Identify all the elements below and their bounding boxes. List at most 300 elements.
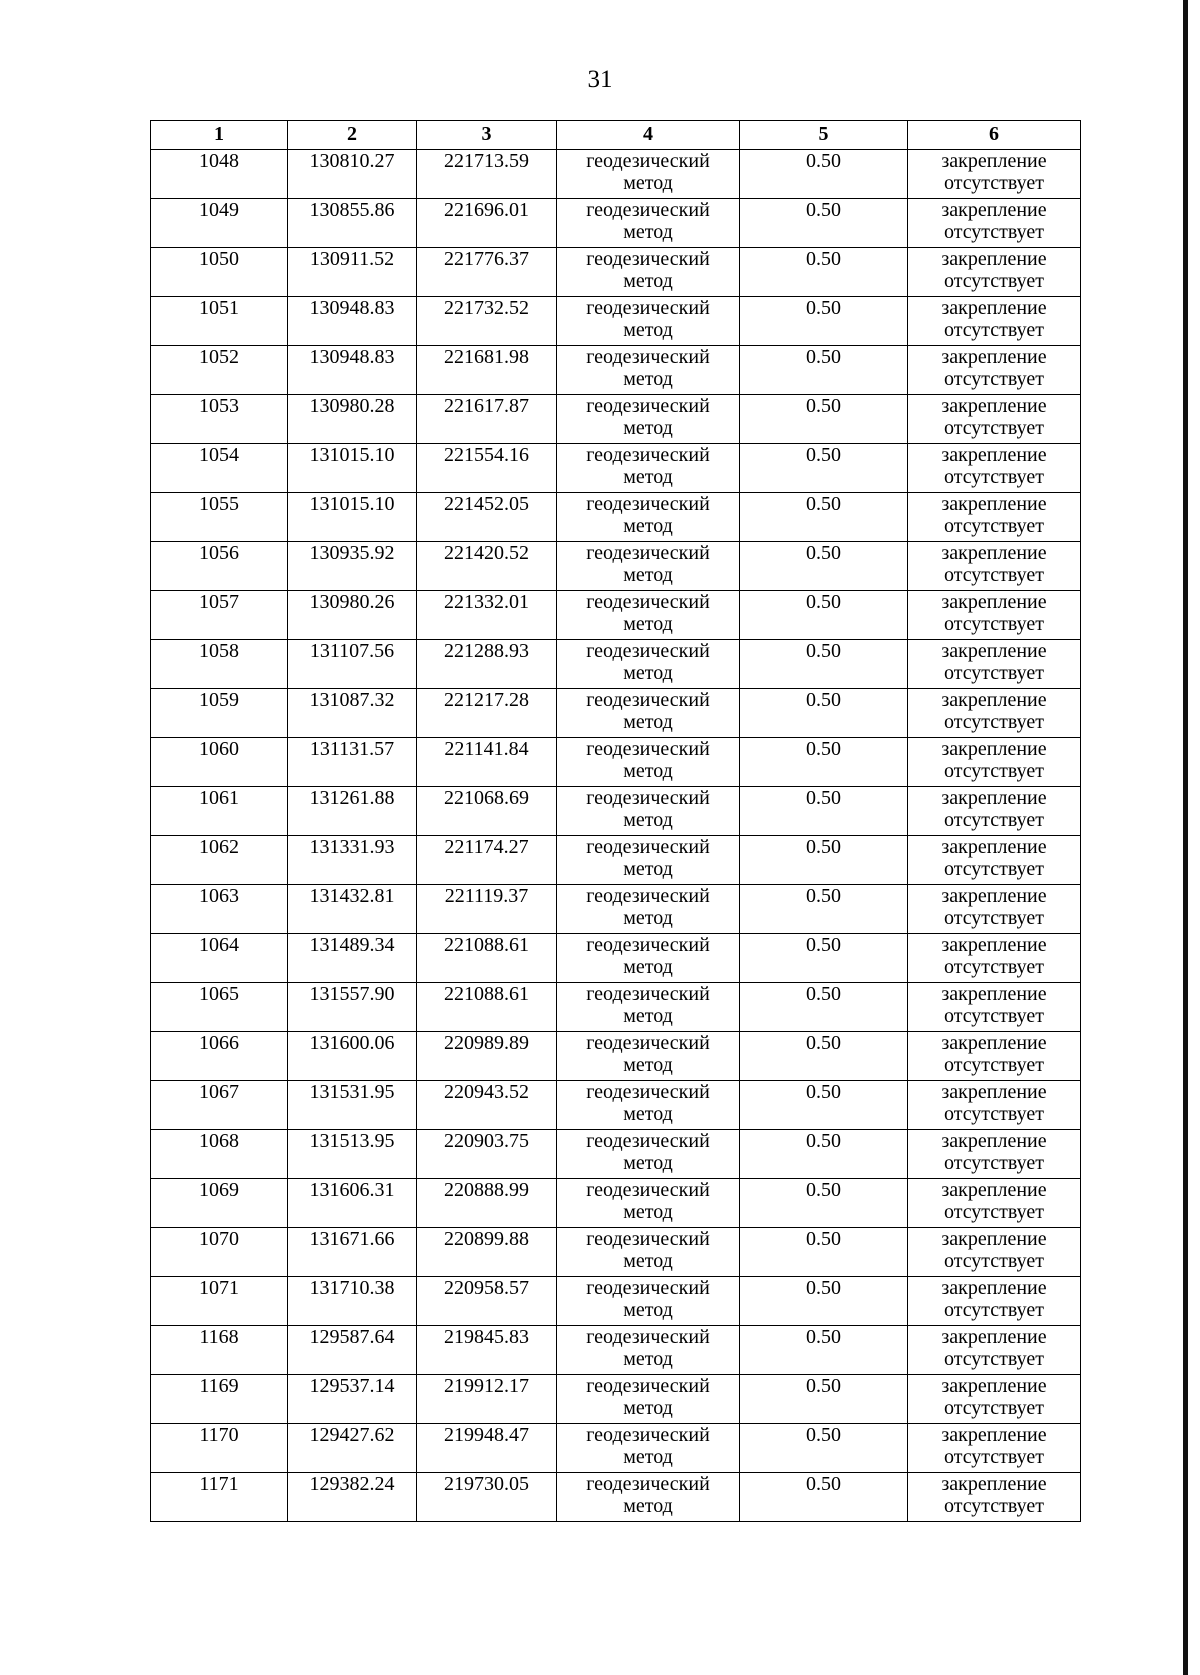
fixing-line: отсутствует [943, 956, 1045, 978]
method-cell [557, 1277, 740, 1326]
table-row [151, 248, 1081, 297]
point-number-cell: 1048 [151, 150, 288, 199]
y-coordinate-cell: 220958.57 [417, 1277, 557, 1326]
method-line: геодезический [586, 983, 710, 1005]
fixing-line: отсутствует [943, 270, 1045, 292]
fixing-line: закрепление [941, 787, 1047, 809]
method-line: геодезический [586, 591, 710, 613]
method-line: геодезический [586, 1375, 710, 1397]
method-line: метод [623, 1397, 673, 1419]
fixing-line: закрепление [941, 836, 1047, 858]
point-number-cell: 1068 [151, 1130, 288, 1179]
y-coordinate-cell: 221288.93 [417, 640, 557, 689]
method-line: геодезический [586, 542, 710, 564]
method-cell [557, 346, 740, 395]
method-line: метод [623, 319, 673, 341]
accuracy-cell: 0.50 [740, 199, 908, 248]
table-row [151, 591, 1081, 640]
method-line: метод [623, 1103, 673, 1125]
table-row [151, 934, 1081, 983]
accuracy-cell: 0.50 [740, 1326, 908, 1375]
fixing-line: закрепление [941, 297, 1047, 319]
x-coordinate-cell: 131107.56 [288, 640, 417, 689]
y-coordinate-cell: 221681.98 [417, 346, 557, 395]
fixing-line: отсутствует [943, 417, 1045, 439]
fixing-line: отсутствует [943, 1348, 1045, 1370]
point-number-cell: 1069 [151, 1179, 288, 1228]
x-coordinate-cell: 131531.95 [288, 1081, 417, 1130]
fixing-line: закрепление [941, 493, 1047, 515]
table-row [151, 836, 1081, 885]
method-line: геодезический [586, 1032, 710, 1054]
table-row [151, 1424, 1081, 1473]
y-coordinate-cell: 221068.69 [417, 787, 557, 836]
fixing-cell [908, 1130, 1081, 1179]
fixing-line: закрепление [941, 983, 1047, 1005]
fixing-line: закрепление [941, 1130, 1047, 1152]
x-coordinate-cell: 130911.52 [288, 248, 417, 297]
fixing-cell [908, 297, 1081, 346]
method-line: метод [623, 564, 673, 586]
y-coordinate-cell: 221141.84 [417, 738, 557, 787]
fixing-line: отсутствует [943, 172, 1045, 194]
accuracy-cell: 0.50 [740, 1473, 908, 1522]
point-number-cell: 1056 [151, 542, 288, 591]
fixing-line: отсутствует [943, 564, 1045, 586]
table-row [151, 1473, 1081, 1522]
fixing-cell [908, 787, 1081, 836]
fixing-line: закрепление [941, 934, 1047, 956]
y-coordinate-cell: 219912.17 [417, 1375, 557, 1424]
fixing-cell [908, 836, 1081, 885]
x-coordinate-cell: 129587.64 [288, 1326, 417, 1375]
method-cell [557, 1326, 740, 1375]
fixing-cell [908, 591, 1081, 640]
point-number-cell: 1055 [151, 493, 288, 542]
table-row [151, 542, 1081, 591]
fixing-line: закрепление [941, 1473, 1047, 1495]
table-row [151, 493, 1081, 542]
point-number-cell: 1060 [151, 738, 288, 787]
y-coordinate-cell: 221732.52 [417, 297, 557, 346]
accuracy-cell: 0.50 [740, 591, 908, 640]
method-cell [557, 1473, 740, 1522]
method-cell [557, 444, 740, 493]
fixing-line: закрепление [941, 444, 1047, 466]
method-cell [557, 640, 740, 689]
y-coordinate-cell: 220899.88 [417, 1228, 557, 1277]
y-coordinate-cell: 219730.05 [417, 1473, 557, 1522]
fixing-line: закрепление [941, 640, 1047, 662]
coordinates-table [150, 120, 1081, 1522]
x-coordinate-cell: 131432.81 [288, 885, 417, 934]
x-coordinate-cell: 129382.24 [288, 1473, 417, 1522]
fixing-cell [908, 1228, 1081, 1277]
accuracy-cell: 0.50 [740, 1130, 908, 1179]
method-cell [557, 150, 740, 199]
method-line: геодезический [586, 787, 710, 809]
method-cell [557, 689, 740, 738]
fixing-cell [908, 150, 1081, 199]
point-number-cell: 1054 [151, 444, 288, 493]
x-coordinate-cell: 130980.26 [288, 591, 417, 640]
y-coordinate-cell: 221088.61 [417, 934, 557, 983]
point-number-cell: 1067 [151, 1081, 288, 1130]
accuracy-cell: 0.50 [740, 542, 908, 591]
point-number-cell: 1064 [151, 934, 288, 983]
fixing-line: отсутствует [943, 221, 1045, 243]
x-coordinate-cell: 131015.10 [288, 444, 417, 493]
y-coordinate-cell: 219845.83 [417, 1326, 557, 1375]
method-line: метод [623, 368, 673, 390]
point-number-cell: 1057 [151, 591, 288, 640]
method-line: геодезический [586, 346, 710, 368]
x-coordinate-cell: 130948.83 [288, 297, 417, 346]
x-coordinate-cell: 131087.32 [288, 689, 417, 738]
point-number-cell: 1169 [151, 1375, 288, 1424]
method-line: метод [623, 956, 673, 978]
fixing-cell [908, 493, 1081, 542]
fixing-line: отсутствует [943, 1446, 1045, 1468]
x-coordinate-cell: 131489.34 [288, 934, 417, 983]
accuracy-cell: 0.50 [740, 1179, 908, 1228]
point-number-cell: 1051 [151, 297, 288, 346]
x-coordinate-cell: 129427.62 [288, 1424, 417, 1473]
method-line: геодезический [586, 1179, 710, 1201]
fixing-line: закрепление [941, 1228, 1047, 1250]
method-cell [557, 738, 740, 787]
accuracy-cell: 0.50 [740, 787, 908, 836]
fixing-line: закрепление [941, 738, 1047, 760]
table-row [151, 150, 1081, 199]
fixing-line: отсутствует [943, 319, 1045, 341]
method-line: геодезический [586, 1228, 710, 1250]
x-coordinate-cell: 131261.88 [288, 787, 417, 836]
point-number-cell: 1065 [151, 983, 288, 1032]
x-coordinate-cell: 130810.27 [288, 150, 417, 199]
method-line: геодезический [586, 1326, 710, 1348]
method-line: геодезический [586, 493, 710, 515]
point-number-cell: 1170 [151, 1424, 288, 1473]
method-line: метод [623, 1054, 673, 1076]
method-cell [557, 836, 740, 885]
method-line: метод [623, 417, 673, 439]
fixing-cell [908, 640, 1081, 689]
table-row [151, 1081, 1081, 1130]
table-row [151, 885, 1081, 934]
y-coordinate-cell: 221332.01 [417, 591, 557, 640]
point-number-cell: 1053 [151, 395, 288, 444]
method-line: геодезический [586, 1424, 710, 1446]
method-line: геодезический [586, 444, 710, 466]
method-line: геодезический [586, 150, 710, 172]
method-cell [557, 395, 740, 444]
fixing-cell [908, 444, 1081, 493]
fixing-line: отсутствует [943, 858, 1045, 880]
fixing-line: закрепление [941, 1081, 1047, 1103]
method-line: метод [623, 1201, 673, 1223]
method-cell [557, 885, 740, 934]
accuracy-cell: 0.50 [740, 395, 908, 444]
fixing-line: закрепление [941, 885, 1047, 907]
method-line: метод [623, 809, 673, 831]
fixing-line: отсутствует [943, 515, 1045, 537]
table-row [151, 1228, 1081, 1277]
y-coordinate-cell: 221420.52 [417, 542, 557, 591]
point-number-cell: 1063 [151, 885, 288, 934]
y-coordinate-cell: 221554.16 [417, 444, 557, 493]
accuracy-cell: 0.50 [740, 150, 908, 199]
fixing-line: закрепление [941, 199, 1047, 221]
point-number-cell: 1049 [151, 199, 288, 248]
table-row [151, 297, 1081, 346]
table-row [151, 689, 1081, 738]
method-cell [557, 983, 740, 1032]
method-line: геодезический [586, 934, 710, 956]
fixing-line: закрепление [941, 689, 1047, 711]
x-coordinate-cell: 131557.90 [288, 983, 417, 1032]
y-coordinate-cell: 221713.59 [417, 150, 557, 199]
fixing-cell [908, 199, 1081, 248]
method-line: метод [623, 613, 673, 635]
fixing-cell [908, 689, 1081, 738]
method-cell [557, 1228, 740, 1277]
fixing-line: отсутствует [943, 809, 1045, 831]
x-coordinate-cell: 131131.57 [288, 738, 417, 787]
scan-edge-line [1183, 0, 1188, 1675]
table-row [151, 1130, 1081, 1179]
method-line: геодезический [586, 640, 710, 662]
method-line: геодезический [586, 689, 710, 711]
page-number: 31 [587, 66, 613, 93]
fixing-line: отсутствует [943, 1054, 1045, 1076]
x-coordinate-cell: 131600.06 [288, 1032, 417, 1081]
fixing-line: закрепление [941, 1179, 1047, 1201]
method-line: метод [623, 1250, 673, 1272]
y-coordinate-cell: 221696.01 [417, 199, 557, 248]
accuracy-cell: 0.50 [740, 934, 908, 983]
table-row [151, 199, 1081, 248]
x-coordinate-cell: 131710.38 [288, 1277, 417, 1326]
method-cell [557, 248, 740, 297]
accuracy-cell: 0.50 [740, 1424, 908, 1473]
x-coordinate-cell: 131015.10 [288, 493, 417, 542]
fixing-line: отсутствует [943, 1250, 1045, 1272]
point-number-cell: 1058 [151, 640, 288, 689]
table-row [151, 1375, 1081, 1424]
method-line: геодезический [586, 1473, 710, 1495]
fixing-line: закрепление [941, 346, 1047, 368]
method-line: метод [623, 662, 673, 684]
accuracy-cell: 0.50 [740, 1375, 908, 1424]
method-line: метод [623, 1446, 673, 1468]
method-line: метод [623, 858, 673, 880]
method-line: геодезический [586, 395, 710, 417]
fixing-cell [908, 1375, 1081, 1424]
table-header-row [151, 121, 1081, 150]
fixing-line: закрепление [941, 1326, 1047, 1348]
fixing-line: закрепление [941, 591, 1047, 613]
x-coordinate-cell: 129537.14 [288, 1375, 417, 1424]
fixing-cell [908, 934, 1081, 983]
method-line: метод [623, 221, 673, 243]
y-coordinate-cell: 220943.52 [417, 1081, 557, 1130]
table-row [151, 640, 1081, 689]
fixing-line: закрепление [941, 1277, 1047, 1299]
point-number-cell: 1171 [151, 1473, 288, 1522]
method-line: геодезический [586, 1277, 710, 1299]
accuracy-cell: 0.50 [740, 1228, 908, 1277]
fixing-line: отсутствует [943, 760, 1045, 782]
method-line: метод [623, 907, 673, 929]
y-coordinate-cell: 220888.99 [417, 1179, 557, 1228]
fixing-cell [908, 542, 1081, 591]
header-col-4: 4 [557, 121, 740, 150]
method-line: геодезический [586, 297, 710, 319]
fixing-cell [908, 1424, 1081, 1473]
accuracy-cell: 0.50 [740, 836, 908, 885]
fixing-line: отсутствует [943, 1005, 1045, 1027]
accuracy-cell: 0.50 [740, 248, 908, 297]
method-line: метод [623, 270, 673, 292]
x-coordinate-cell: 130948.83 [288, 346, 417, 395]
point-number-cell: 1062 [151, 836, 288, 885]
accuracy-cell: 0.50 [740, 444, 908, 493]
fixing-line: отсутствует [943, 711, 1045, 733]
fixing-line: отсутствует [943, 907, 1045, 929]
fixing-line: отсутствует [943, 1201, 1045, 1223]
accuracy-cell: 0.50 [740, 738, 908, 787]
x-coordinate-cell: 131671.66 [288, 1228, 417, 1277]
method-line: геодезический [586, 1130, 710, 1152]
header-col-6: 6 [908, 121, 1081, 150]
method-line: геодезический [586, 885, 710, 907]
fixing-line: закрепление [941, 542, 1047, 564]
x-coordinate-cell: 131513.95 [288, 1130, 417, 1179]
fixing-cell [908, 248, 1081, 297]
method-line: метод [623, 1495, 673, 1517]
method-cell [557, 1032, 740, 1081]
y-coordinate-cell: 221088.61 [417, 983, 557, 1032]
y-coordinate-cell: 221217.28 [417, 689, 557, 738]
y-coordinate-cell: 221776.37 [417, 248, 557, 297]
fixing-cell [908, 1277, 1081, 1326]
accuracy-cell: 0.50 [740, 297, 908, 346]
method-line: геодезический [586, 199, 710, 221]
point-number-cell: 1061 [151, 787, 288, 836]
accuracy-cell: 0.50 [740, 346, 908, 395]
fixing-cell [908, 395, 1081, 444]
fixing-line: отсутствует [943, 368, 1045, 390]
fixing-line: закрепление [941, 1375, 1047, 1397]
method-cell [557, 787, 740, 836]
fixing-cell [908, 1032, 1081, 1081]
method-cell [557, 1424, 740, 1473]
header-col-1: 1 [151, 121, 288, 150]
table-row [151, 1179, 1081, 1228]
method-line: метод [623, 1299, 673, 1321]
y-coordinate-cell: 220903.75 [417, 1130, 557, 1179]
accuracy-cell: 0.50 [740, 493, 908, 542]
method-line: метод [623, 1005, 673, 1027]
table-row [151, 1032, 1081, 1081]
table-row [151, 395, 1081, 444]
fixing-cell [908, 1473, 1081, 1522]
method-cell [557, 591, 740, 640]
method-line: метод [623, 760, 673, 782]
y-coordinate-cell: 221452.05 [417, 493, 557, 542]
x-coordinate-cell: 131606.31 [288, 1179, 417, 1228]
point-number-cell: 1071 [151, 1277, 288, 1326]
method-cell [557, 297, 740, 346]
header-col-5: 5 [740, 121, 908, 150]
accuracy-cell: 0.50 [740, 1081, 908, 1130]
accuracy-cell: 0.50 [740, 1032, 908, 1081]
fixing-line: отсутствует [943, 1495, 1045, 1517]
fixing-line: закрепление [941, 395, 1047, 417]
fixing-line: отсутствует [943, 662, 1045, 684]
fixing-line: отсутствует [943, 1103, 1045, 1125]
fixing-cell [908, 1081, 1081, 1130]
table-row [151, 738, 1081, 787]
accuracy-cell: 0.50 [740, 983, 908, 1032]
x-coordinate-cell: 130935.92 [288, 542, 417, 591]
table-row [151, 1326, 1081, 1375]
point-number-cell: 1070 [151, 1228, 288, 1277]
fixing-cell [908, 1326, 1081, 1375]
method-cell [557, 493, 740, 542]
header-col-2: 2 [288, 121, 417, 150]
fixing-line: отсутствует [943, 466, 1045, 488]
accuracy-cell: 0.50 [740, 1277, 908, 1326]
method-cell [557, 1130, 740, 1179]
point-number-cell: 1052 [151, 346, 288, 395]
fixing-cell [908, 738, 1081, 787]
accuracy-cell: 0.50 [740, 640, 908, 689]
y-coordinate-cell: 221174.27 [417, 836, 557, 885]
method-line: геодезический [586, 836, 710, 858]
table-row [151, 983, 1081, 1032]
table-row [151, 1277, 1081, 1326]
method-line: геодезический [586, 248, 710, 270]
method-line: геодезический [586, 1081, 710, 1103]
table-body [151, 150, 1081, 1522]
method-line: метод [623, 1348, 673, 1370]
method-line: метод [623, 515, 673, 537]
y-coordinate-cell: 220989.89 [417, 1032, 557, 1081]
header-col-3: 3 [417, 121, 557, 150]
method-line: метод [623, 1152, 673, 1174]
method-line: метод [623, 172, 673, 194]
point-number-cell: 1066 [151, 1032, 288, 1081]
fixing-line: закрепление [941, 248, 1047, 270]
table-row [151, 346, 1081, 395]
fixing-line: отсутствует [943, 613, 1045, 635]
fixing-line: отсутствует [943, 1299, 1045, 1321]
fixing-line: отсутствует [943, 1152, 1045, 1174]
method-line: метод [623, 711, 673, 733]
table-row [151, 787, 1081, 836]
method-cell [557, 199, 740, 248]
table-row [151, 444, 1081, 493]
accuracy-cell: 0.50 [740, 885, 908, 934]
method-cell [557, 934, 740, 983]
fixing-line: закрепление [941, 1424, 1047, 1446]
fixing-cell [908, 346, 1081, 395]
x-coordinate-cell: 130980.28 [288, 395, 417, 444]
method-line: геодезический [586, 738, 710, 760]
x-coordinate-cell: 130855.86 [288, 199, 417, 248]
